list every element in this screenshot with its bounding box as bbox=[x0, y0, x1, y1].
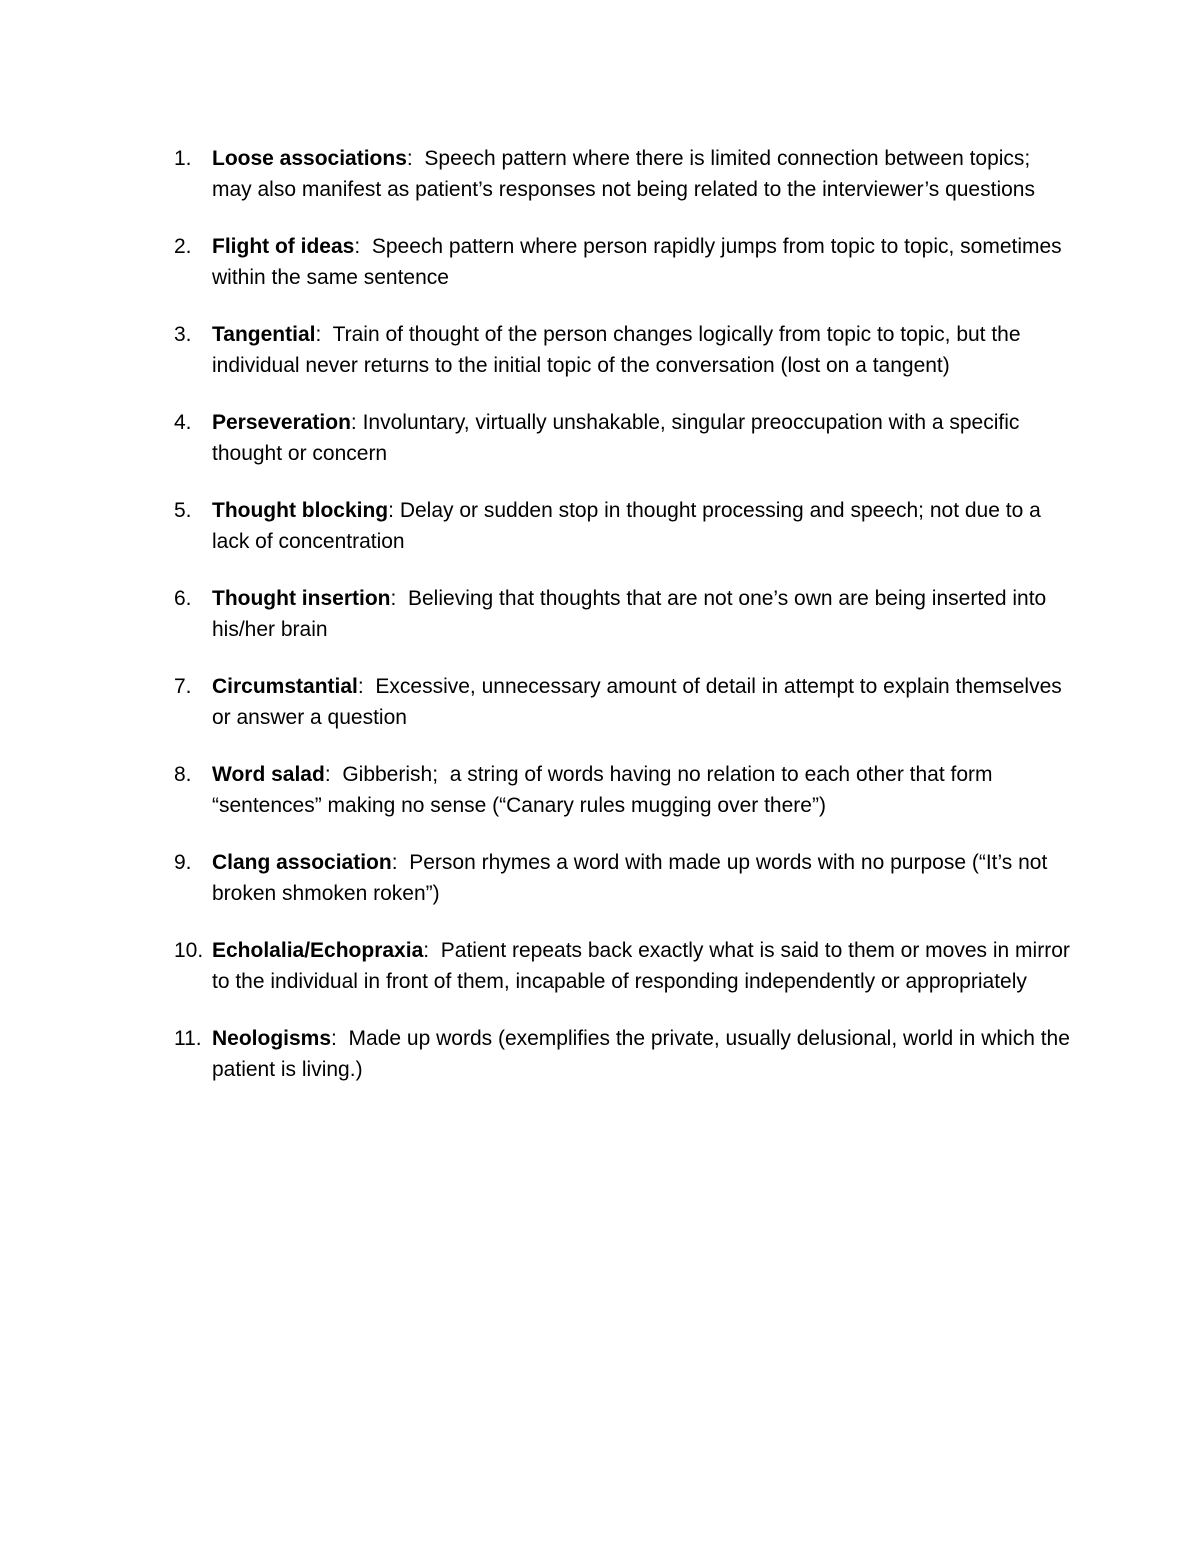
item-term: Thought blocking bbox=[212, 499, 389, 522]
item-separator: : bbox=[357, 675, 364, 698]
item-separator: : bbox=[388, 499, 394, 522]
item-separator: : bbox=[354, 235, 361, 258]
list-item bbox=[170, 671, 1070, 733]
item-term: Circumstantial bbox=[212, 675, 358, 698]
list-item bbox=[170, 759, 1070, 821]
item-separator: : bbox=[391, 851, 398, 874]
item-definition: Person rhymes a word with made up words with no purpose (“It’s not broken shmoken roken”) bbox=[212, 851, 1054, 905]
item-term: Flight of ideas bbox=[212, 235, 355, 258]
item-term: Neologisms bbox=[212, 1027, 332, 1050]
item-number: 4. bbox=[174, 411, 192, 434]
item-definition: Involuntary, virtually unshakable, singular preoccupation with a specific thought or concern bbox=[212, 411, 1026, 465]
list-item bbox=[170, 495, 1070, 557]
item-number: 6. bbox=[174, 587, 192, 610]
item-term: Thought insertion bbox=[212, 587, 391, 610]
item-definition: Speech pattern where there is limited connection between topics; may also manifest as patient’s responses not being related to the interviewer’s questions bbox=[212, 147, 1037, 201]
item-number: 9. bbox=[174, 851, 192, 874]
item-number: 8. bbox=[174, 763, 192, 786]
list-item bbox=[170, 319, 1070, 381]
list-item bbox=[170, 1023, 1076, 1085]
list-item bbox=[170, 583, 1070, 645]
item-term: Tangential bbox=[212, 323, 316, 346]
definition-list bbox=[170, 143, 1076, 1111]
item-number: 2. bbox=[174, 235, 192, 258]
item-separator: : bbox=[390, 587, 397, 610]
list-item bbox=[170, 847, 1070, 909]
list-item bbox=[170, 231, 1070, 293]
item-definition: Gibberish; a string of words having no relation to each other that form “sentences” making no sense (“Canary rules mugging over there”) bbox=[212, 763, 999, 817]
item-number: 11. bbox=[174, 1027, 202, 1050]
item-definition: Train of thought of the person changes logically from topic to topic, but the individual never returns to the initial topic of the conversation (lost on a tangent) bbox=[212, 323, 1027, 377]
item-number: 10. bbox=[174, 939, 204, 962]
item-definition: Speech pattern where person rapidly jumps from topic to topic, sometimes within the same sentence bbox=[212, 235, 1068, 289]
item-term: Echolalia/Echopraxia bbox=[212, 939, 424, 962]
item-separator: : bbox=[423, 939, 430, 962]
item-term: Loose associations bbox=[212, 147, 407, 170]
item-separator: : bbox=[324, 763, 331, 786]
item-separator: : bbox=[350, 411, 357, 434]
item-term: Word salad bbox=[212, 763, 325, 786]
item-term: Clang association bbox=[212, 851, 392, 874]
item-number: 7. bbox=[174, 675, 192, 698]
item-term: Perseveration bbox=[212, 411, 351, 434]
item-separator: : bbox=[331, 1027, 337, 1050]
list-item bbox=[170, 143, 1070, 205]
item-number: 1. bbox=[174, 147, 192, 170]
item-definition: Delay or sudden stop in thought processing and speech; not due to a lack of concentration bbox=[212, 499, 1047, 553]
item-separator: : bbox=[406, 147, 413, 170]
item-definition: Made up words (exemplifies the private, usually delusional, world in which the patient is living.) bbox=[212, 1027, 1076, 1081]
item-definition: Excessive, unnecessary amount of detail in attempt to explain themselves or answer a question bbox=[212, 675, 1068, 729]
item-definition: Patient repeats back exactly what is said to them or moves in mirror to the individual in front of them, incapable of responding independently or appropriately bbox=[212, 939, 1076, 993]
list-item bbox=[170, 407, 1070, 469]
item-number: 3. bbox=[174, 323, 192, 346]
list-item bbox=[170, 935, 1076, 997]
item-number: 5. bbox=[174, 499, 192, 522]
item-separator: : bbox=[315, 323, 322, 346]
item-definition: Believing that thoughts that are not one’s own are being inserted into his/her brain bbox=[212, 587, 1053, 641]
